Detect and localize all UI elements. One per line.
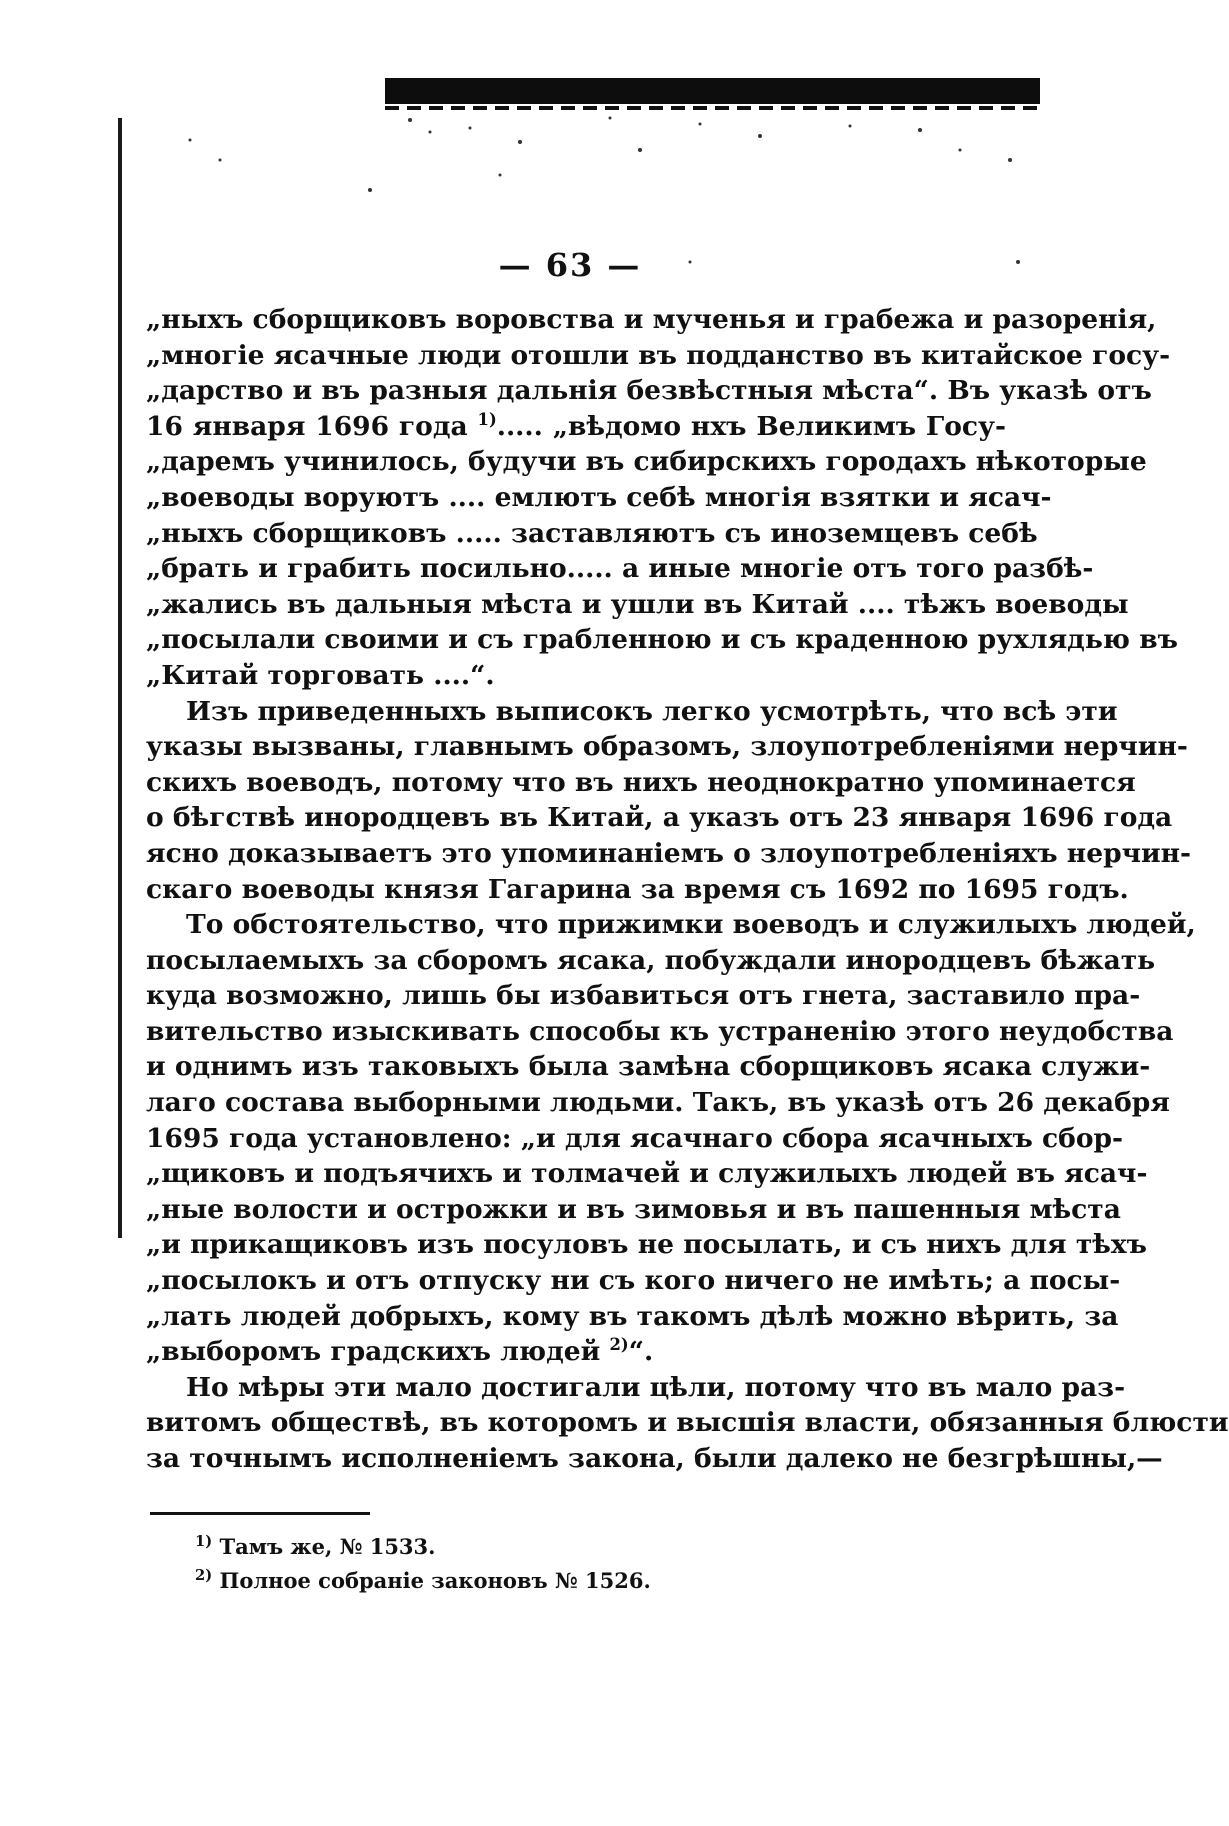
text-line-content: „посылали своими и съ грабленною и съ краденною рухлядью въ [146, 624, 1178, 656]
text-line-content: Но мѣры эти мало достигали цѣли, потому что въ мало раз- [186, 1371, 1126, 1403]
text-line [146, 1299, 1119, 1335]
text-line-tail: ..... „вѣдомо нхъ Великимъ Госу- [496, 410, 1006, 442]
text-line [146, 409, 1006, 445]
text-line-content: о бѣгствѣ инородцевъ въ Китай, а указъ отъ 23 января 1696 года [146, 802, 1173, 834]
footnotes [195, 1530, 895, 1598]
text-line [146, 729, 1188, 765]
footnote-separator [150, 1512, 370, 1515]
text-line [146, 1049, 1151, 1085]
text-line [146, 694, 1118, 730]
footnote-text: Тамъ же, № 1533. [212, 1534, 436, 1559]
text-line-content: „многіе ясачные люди отошли въ подданство въ китайское госу- [146, 339, 1171, 371]
text-line [146, 587, 1129, 623]
footnote-mark: 1) [195, 1533, 213, 1550]
text-line [146, 978, 1141, 1014]
text-line-content: „жались въ дальныя мѣста и ушли въ Китай .... тѣжъ воеводы [146, 588, 1129, 620]
text-line-content: То обстоятельство, что прижимки воеводъ и служилыхъ людей, [186, 909, 1196, 941]
text-line-content: „воеводы воруютъ .... емлютъ себѣ многія взятки и ясач- [146, 481, 1052, 513]
text-line [146, 1441, 1163, 1477]
text-line [146, 444, 1147, 480]
text-line-content: витомъ обществѣ, въ которомъ и высшія власти, обязанныя блюсти [146, 1407, 1229, 1439]
text-line [146, 907, 1196, 943]
text-line [146, 1227, 1148, 1263]
body-text [146, 302, 1229, 1477]
text-line [146, 373, 1152, 409]
text-line-content: „выборомъ градскихъ людей [146, 1336, 601, 1368]
text-line [146, 1156, 1148, 1192]
text-line-content: Изъ приведенныхъ выписокъ легко усмотрѣть, что всѣ эти [186, 695, 1118, 727]
page-number: — 63 — [498, 246, 642, 284]
footnote-mark: 2) [195, 1567, 213, 1584]
text-line [146, 1334, 1006, 1370]
text-line-content: 1695 года установлено: „и для ясачнаго сбора ясачныхъ сбор- [146, 1122, 1124, 1154]
text-line [146, 1121, 1124, 1157]
text-line [146, 302, 1157, 338]
text-line [146, 622, 1178, 658]
text-line [146, 872, 1129, 908]
text-line [146, 765, 1136, 801]
text-line-content: „Китай торговать ....“. [146, 659, 495, 691]
text-line [146, 1014, 1174, 1050]
text-line-content: скихъ воеводъ, потому что въ нихъ неоднократно упоминается [146, 766, 1136, 798]
text-line [146, 1405, 1229, 1441]
text-line-content: и однимъ изъ таковыхъ была замѣна сборщиковъ ясака служи- [146, 1051, 1151, 1083]
text-line-content: „щиковъ и подъячихъ и толмачей и служилыхъ людей въ ясач- [146, 1158, 1148, 1190]
text-line-content: „брать и грабить посильно..... а иные многіе отъ того разбѣ- [146, 553, 1094, 585]
text-line-content: 16 января 1696 года [146, 410, 468, 442]
text-line [146, 943, 1156, 979]
text-line-content: „ныхъ сборщиковъ ..... заставляютъ съ иноземцевъ себѣ [146, 517, 1038, 549]
text-line [146, 1370, 1126, 1406]
text-line-content: „лать людей добрыхъ, кому въ такомъ дѣлѣ можно вѣрить, за [146, 1300, 1119, 1332]
text-line [146, 516, 1038, 552]
text-line [146, 551, 1094, 587]
text-line-content: посылаемыхъ за сборомъ ясака, побуждали инородцевъ бѣжать [146, 944, 1156, 976]
text-line-content: указы вызваны, главнымъ образомъ, злоупотребленіями нерчин- [146, 731, 1188, 763]
footnote-text: Полное собраніе законовъ № 1526. [212, 1568, 651, 1593]
text-line-content: ясно доказываетъ это упоминаніемъ о злоупотребленіяхъ нерчин- [146, 837, 1192, 869]
text-line-content: „даремъ учинилось, будучи въ сибирскихъ городахъ нѣкоторые [146, 446, 1147, 478]
text-line [146, 836, 1192, 872]
footnote-reference: 1) [477, 409, 497, 429]
text-line-content: лаго состава выборными людьми. Такъ, въ указѣ отъ 26 декабря [146, 1087, 1170, 1119]
text-line-content: „дарство и въ разныя дальнія безвѣстныя мѣста“. Въ указѣ отъ [146, 375, 1152, 407]
text-line-content: „ныхъ сборщиковъ воровства и мученья и грабежа и разоренія, [146, 304, 1157, 335]
footnote [195, 1564, 895, 1598]
footnote [195, 1530, 895, 1564]
text-line [146, 1263, 1121, 1299]
text-line-content: „и прикащиковъ изъ посуловъ не посылать, и съ нихъ для тѣхъ [146, 1229, 1148, 1261]
text-line-content: „посылокъ и отъ отпуску ни съ кого ничего не имѣть; а посы- [146, 1265, 1121, 1297]
text-line-content: куда возможно, лишь бы избавиться отъ гнета, заставило пра- [146, 980, 1141, 1012]
text-line-content: „ные волости и острожки и въ зимовья и въ пашенныя мѣста [146, 1193, 1121, 1225]
text-line-content: скаго воеводы князя Гагарина за время съ 1692 по 1695 годъ. [146, 873, 1129, 905]
footnote-reference: 2) [609, 1335, 629, 1355]
text-line-content: за точнымъ исполненіемъ закона, были далеко не безгрѣшны,— [146, 1443, 1163, 1474]
text-line [146, 480, 1052, 516]
text-line [146, 338, 1171, 374]
text-line-tail: “. [628, 1336, 654, 1368]
text-line [146, 800, 1173, 836]
text-line [146, 658, 1006, 694]
text-line [146, 1085, 1170, 1121]
text-line-content: вительство изыскивать способы къ устраненію этого неудобства [146, 1015, 1174, 1047]
text-line [146, 1192, 1121, 1228]
